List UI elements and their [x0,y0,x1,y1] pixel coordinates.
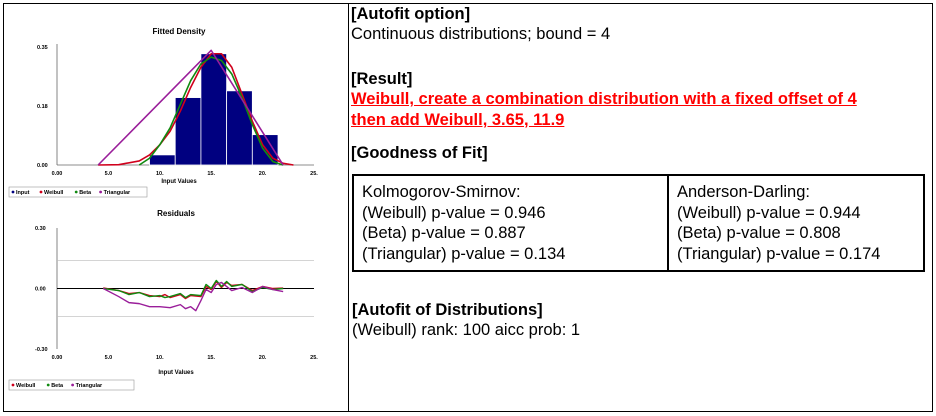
autofit-distributions-heading: [Autofit of Distributions] [352,301,543,319]
density-y-tick: 0.00 [37,163,48,169]
fitted-density-chart [4,4,348,209]
histogram-bar [227,91,253,165]
residuals-title: Residuals [157,209,195,218]
goodness-of-fit-heading: [Goodness of Fit] [351,144,488,162]
charts-panel [4,4,348,411]
result-heading: [Result] [351,70,413,88]
autofit-distributions-section [352,300,926,340]
residuals-legend-entry: Triangular [75,383,103,389]
density-legend-entry: Weibull [44,190,64,196]
result-line-1: Weibull, create a combination distribution with a fixed offset of 4 [351,90,857,108]
density-x-tick: 20. [258,171,267,177]
density-legend-entry: Triangular [103,190,131,196]
residuals-legend-entry: Weibull [16,383,36,389]
density-legend-entry: Beta [79,190,92,196]
density-legend-marker [75,191,78,194]
ad-triangular: (Triangular) p-value = 0.174 [677,244,881,263]
residuals-y-tick: -0.30 [35,347,48,353]
residuals-x-tick: 15. [207,355,216,361]
density-xlabel: Input Values [161,179,197,185]
residuals-x-tick: 25. [310,355,318,361]
residuals-x-tick: 0.00 [51,355,63,361]
result-line-2: then add Weibull, 3.65, 11.9 [351,111,565,129]
autofit-option-heading: [Autofit option] [351,5,471,23]
autofit-distributions-text: (Weibull) rank: 100 aicc prob: 1 [352,321,581,339]
residuals-legend-marker [47,384,50,387]
density-x-tick: 0.00 [51,171,63,177]
ad-beta: (Beta) p-value = 0.808 [677,224,841,242]
residuals-legend-entry: Beta [51,383,64,389]
ks-cell [354,176,669,270]
autofit-option-text: Continuous distributions; bound = 4 [351,25,611,43]
histogram-bar [201,54,227,165]
density-legend-marker [99,191,102,194]
density-y-tick: 0.35 [37,45,48,51]
density-x-tick: 25. [310,171,318,177]
residuals-x-tick: 5.0 [104,355,113,361]
histogram-bar [150,155,176,165]
residuals-y-tick: 0.30 [35,226,46,232]
residuals-x-tick: 10. [155,355,164,361]
column-divider [348,4,349,411]
density-legend-marker [12,191,15,194]
residuals-legend-marker [12,384,15,387]
residuals-y-tick: 0.00 [35,286,46,293]
density-y-tick: 0.18 [37,104,48,110]
ks-weibull: (Weibull) p-value = 0.946 [362,203,546,222]
density-x-tick: 15. [207,171,216,177]
ks-beta: (Beta) p-value = 0.887 [362,224,526,242]
ad-title: Anderson-Darling: [677,183,810,201]
ad-weibull: (Weibull) p-value = 0.944 [677,203,861,222]
report-panel [351,4,925,163]
ks-triangular: (Triangular) p-value = 0.134 [362,244,566,263]
density-legend-entry: Input [16,190,30,196]
residuals-chart [4,206,348,406]
density-x-tick: 10. [155,171,164,177]
residuals-legend-marker [71,384,74,387]
density-x-tick: 5.0 [104,171,113,177]
ks-title: Kolmogorov-Smirnov: [362,183,521,201]
residuals-series-triangular [103,282,283,310]
density-legend-marker [40,191,43,194]
residuals-xlabel: Input Values [158,370,194,376]
density-title: Fitted Density [152,27,206,36]
residuals-x-tick: 20. [258,355,267,361]
goodness-of-fit-table [352,174,925,272]
ad-cell [669,176,923,270]
